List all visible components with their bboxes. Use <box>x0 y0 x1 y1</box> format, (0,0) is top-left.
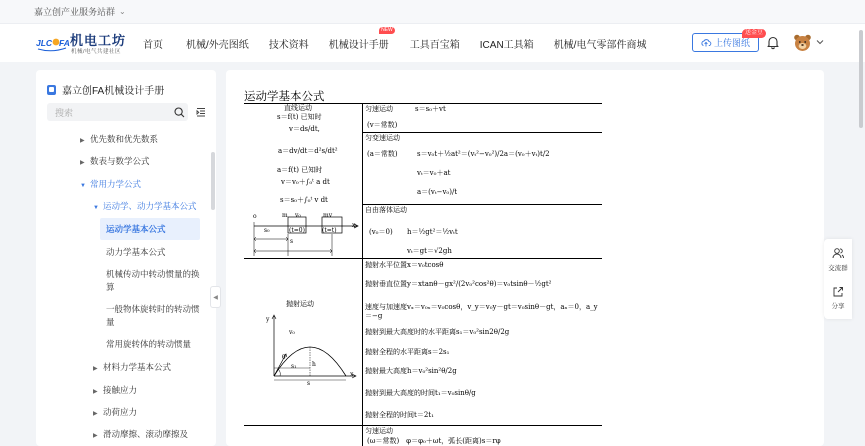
freefall-label: 自由落体运动 <box>365 206 407 214</box>
avatar[interactable] <box>793 33 812 52</box>
nav-tech-docs[interactable]: 技术资料 <box>268 39 309 51</box>
tree-item-contact-stress[interactable]: ▶ 接触应力 <box>93 385 138 395</box>
top-strip[interactable] <box>0 0 865 24</box>
tree-item-kinematics-dynamics[interactable]: ▼ 运动学、动力学基本公式 <box>93 201 197 211</box>
diagram-t0: (t=0) <box>289 227 305 234</box>
tree-item-kinematics-basic[interactable]: 运动学基本公式 <box>106 224 166 234</box>
diagram-s: s <box>290 238 294 245</box>
table-divider <box>244 425 602 426</box>
caret-right-icon: ▶ <box>93 389 98 395</box>
group-chat-icon[interactable] <box>832 247 844 259</box>
upload-drawing-label: 上传图纸 <box>713 38 750 48</box>
table-divider <box>244 258 602 259</box>
nav-toolbox[interactable]: 工具百宝箱 <box>409 39 460 51</box>
rotation-formula: (ω＝常数) φ＝φ₀＋ωt，弧长(距离)s＝rφ <box>367 437 501 445</box>
projectile-formula-8: 抛射全程的时间t＝2t₁ <box>365 411 434 419</box>
table-divider <box>362 104 363 446</box>
tree-item-mechanics-formulas[interactable]: ▼ 常用力学公式 <box>80 179 142 189</box>
tree-item-rotating-inertia-2[interactable]: 量 <box>106 317 115 327</box>
nav-drawings[interactable]: 机械/外壳图纸 <box>186 39 249 51</box>
main-nav <box>143 24 646 62</box>
diagram-s1: s₁ <box>291 363 297 370</box>
diagram-ps: s <box>307 380 311 387</box>
diagram-h: h <box>312 361 316 368</box>
projectile-formula-5: 抛射全程的水平距离s＝2s₁ <box>365 348 450 356</box>
a-constant-label: (a＝常数) <box>367 150 398 158</box>
sidebar-toggle-button[interactable] <box>210 286 221 308</box>
projectile-label: 抛射运动 <box>286 300 314 308</box>
chevron-down-icon: ⌄ <box>119 7 126 16</box>
tree-item-rotor-inertia[interactable]: 常用旋转体的转动惯量 <box>106 339 192 349</box>
join-group-label[interactable]: 交流群 <box>828 265 848 272</box>
search-input[interactable] <box>47 103 188 121</box>
uniform-rotation-label: 匀速运动 <box>365 427 393 435</box>
table-divider <box>362 132 602 133</box>
tree-item-math-formulas[interactable]: ▶ 数表与数学公式 <box>80 156 150 166</box>
tree-item-friction[interactable]: ▶ 滑动摩擦、滚动摩擦及 <box>93 429 189 439</box>
collapse-tree-icon[interactable] <box>196 107 206 117</box>
gift-badge: 送金豆 <box>742 29 766 38</box>
projectile-formula-6: 抛射最大高度h＝v₀²sin²θ/2g <box>365 367 457 375</box>
diagram-o: o <box>253 213 257 220</box>
v-constant-label: (v＝常数) <box>367 121 398 129</box>
caret-right-icon: ▶ <box>93 366 98 372</box>
sidebar-scrollbar[interactable] <box>211 152 215 210</box>
projectile-formula-7: 抛射到最大高度的时间t₁＝v₀sinθ/g <box>365 389 476 397</box>
formula-a: a＝dv/dt＝d²s/dt² <box>278 147 338 155</box>
tree-item-dynamics-basic[interactable]: 动力学基本公式 <box>106 247 166 257</box>
diagram-mv: mv <box>323 212 333 219</box>
cloud-upload-icon <box>701 38 711 47</box>
site-group-label[interactable]: 嘉立创产业服务站群 <box>34 7 116 17</box>
new-badge: NEW <box>381 26 393 33</box>
header <box>0 24 865 62</box>
svg-text:FA: FA <box>59 38 70 48</box>
sidebar <box>36 70 216 446</box>
table-divider <box>362 204 602 205</box>
straight-motion-label: 直线运动 <box>284 104 312 112</box>
formula-freefall-v: vₜ＝gt＝√2gh <box>407 247 452 255</box>
formula-varying-s: s＝v₀t＋½at²＝(vₜ²−v₀²)/2a＝(v₀＋vₜ)t/2 <box>417 150 550 158</box>
page-title: 运动学基本公式 <box>244 89 325 103</box>
formula-v-integral: v＝v₀＋∫₀ᵗ a dt <box>281 178 330 186</box>
formula-varying-a: a＝(vₜ−v₀)/t <box>417 188 458 196</box>
formula-s-integral: s＝s₀＋∫₀ᵗ v dt <box>280 196 328 204</box>
formula-s: s＝f(t) 已知时 <box>277 113 322 121</box>
main-content <box>226 70 824 446</box>
diagram-theta: θ <box>282 354 286 361</box>
search-placeholder: 搜索 <box>55 107 74 118</box>
formula-table <box>244 104 602 446</box>
v0-zero-label: (v₀＝0) <box>369 228 393 236</box>
logo[interactable] <box>36 28 136 58</box>
formula-v: v＝ds/dt, <box>289 125 320 133</box>
logo-subtitle: 机械/电气共建社区 <box>71 49 122 55</box>
diagram-x: x <box>352 222 356 229</box>
chevron-down-icon[interactable] <box>816 38 824 46</box>
diagram-y: y <box>266 316 270 323</box>
formula-freefall-h: h＝½gt²＝½vₜt <box>407 228 458 236</box>
caret-right-icon: ▶ <box>80 160 85 166</box>
sidebar-title <box>47 82 164 97</box>
formula-varying-v: vₜ＝v₀＋at <box>417 169 451 177</box>
nav-design-handbook[interactable] <box>328 26 393 51</box>
logo-mark-icon <box>36 31 68 53</box>
caret-right-icon: ▶ <box>80 138 85 144</box>
diagram-m: m <box>282 212 288 219</box>
tree-item-inertia-conversion[interactable]: 机械传动中转动惯量的换 <box>106 269 200 279</box>
tree-item-inertia-conversion-2[interactable]: 算 <box>106 282 115 292</box>
search-icon[interactable] <box>174 107 185 118</box>
nav-parts-mall[interactable]: 机械/电气零部件商城 <box>553 39 647 51</box>
diagram-tt: (t=t) <box>322 227 337 234</box>
tree-item-rotating-inertia[interactable]: 一般物体旋转时的转动惯 <box>106 304 200 314</box>
caret-right-icon: ▶ <box>93 433 98 439</box>
share-label[interactable]: 分享 <box>831 303 845 310</box>
floating-toolbar <box>824 239 852 319</box>
formula-a-known: a＝f(t) 已知时 <box>277 166 323 174</box>
diagram-v0: v₀ <box>295 212 301 219</box>
svg-text:JLC: JLC <box>36 38 53 48</box>
sidebar-title-label: 嘉立创FA机械设计手册 <box>62 86 165 97</box>
uniform-motion-label: 匀速运动 <box>365 105 393 113</box>
page-scrollbar[interactable] <box>859 30 863 128</box>
projectile-formula-4: 抛射到最大高度时的水平距离s₁＝v₀²sin2θ/2g <box>365 328 510 336</box>
tree-item-dynamic-stress[interactable]: ▶ 动荷应力 <box>93 407 138 417</box>
caret-down-icon: ▼ <box>93 205 99 211</box>
nav-ican-toolbox[interactable]: ICAN工具箱 <box>479 39 534 51</box>
logo-title: 机电工坊 <box>70 33 127 48</box>
diagram-pv0: v₀ <box>289 329 295 336</box>
nav-home[interactable]: 首页 <box>143 39 163 51</box>
bell-icon[interactable] <box>766 35 780 49</box>
projectile-formula-2: 抛射垂直位置y＝xtanθ－gx²/(2v₀²cos²θ)＝v₀tsinθ－½gt² <box>365 280 552 288</box>
varying-motion-label: 匀变速运动 <box>365 134 400 142</box>
formula-uniform: s＝s₀＋vt <box>415 105 446 113</box>
diagram-px: x <box>350 371 354 378</box>
caret-right-icon: ▶ <box>93 411 98 417</box>
projectile-formula-1: 抛射水平位置x＝v₀tcosθ <box>365 261 444 269</box>
diagram-s0: s₀ <box>264 227 270 234</box>
nav-design-handbook-label[interactable]: 机械设计手册 <box>328 39 389 51</box>
caret-down-icon: ▼ <box>80 183 86 189</box>
handbook-icon <box>47 85 56 95</box>
caret-left-icon: ◀ <box>213 294 218 301</box>
tree-item-preferred-numbers[interactable]: ▶ 优先数和优先数系 <box>80 134 159 144</box>
projectile-formula-3: 速度与加速度vₓ＝v₀ₓ＝v₀cosθ，v_y＝v₀y－gt＝v₀sinθ－gt，aₓ＝0，a_y＝−g <box>365 303 598 320</box>
share-icon[interactable] <box>832 286 844 298</box>
tree-item-material-mechanics[interactable]: ▶ 材料力学基本公式 <box>93 362 172 372</box>
